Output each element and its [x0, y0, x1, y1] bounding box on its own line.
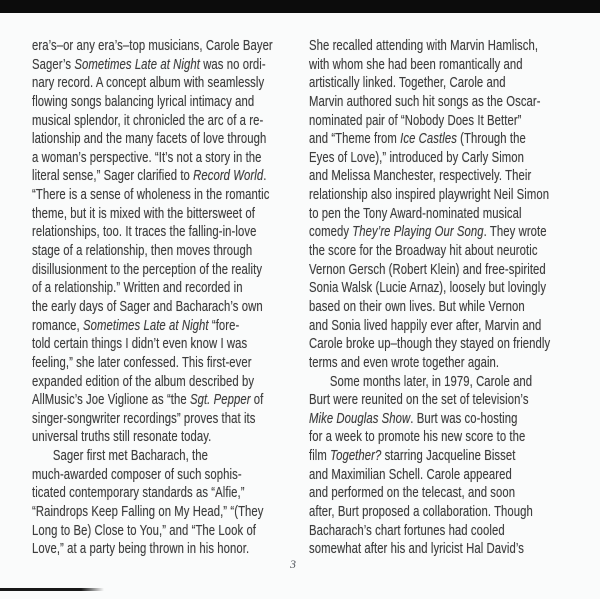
text-line	[309, 223, 579, 242]
text-line	[309, 522, 579, 541]
text-run: “Raindrops Keep Falling on My Head,” “(They	[32, 504, 264, 521]
text-line	[32, 466, 302, 485]
text-line	[32, 354, 302, 373]
text-run: with whom she had been romantically and	[309, 56, 523, 73]
text-line	[32, 223, 302, 242]
text-run: film	[309, 448, 331, 465]
page-number: 3	[290, 557, 296, 571]
text-run: of a relationship.” Written and recorded in	[32, 280, 243, 297]
text-run: musical splendor, it chronicled the arc of a re-	[32, 112, 264, 129]
text-line	[309, 540, 579, 559]
text-line	[32, 242, 302, 261]
italic-text-run: They’re Playing Our Song	[352, 224, 484, 241]
text-run: romance,	[32, 317, 83, 334]
text-line	[309, 56, 579, 75]
text-line	[32, 428, 302, 447]
text-run: Love,” at a party being thrown in his honor.	[32, 541, 250, 558]
text-run: era’s–or any era’s–top musicians, Carole Bayer	[32, 38, 273, 54]
text-column-right	[309, 37, 579, 559]
text-run: lationship and the many facets of love through	[32, 131, 267, 148]
text-line	[32, 484, 302, 503]
text-line	[32, 373, 302, 392]
text-line	[32, 130, 302, 149]
text-run: somewhat after his and lyricist Hal David’s	[309, 541, 524, 558]
text-line	[32, 93, 302, 112]
text-run: starring Jacqueline Bisset	[381, 448, 516, 465]
text-run: theme, but it is mixed with the bittersweet of	[32, 205, 255, 222]
italic-text-run: Sgt. Pepper	[189, 392, 251, 409]
text-line	[32, 167, 302, 186]
text-run: of	[250, 392, 264, 409]
text-run: Sager’s	[32, 56, 75, 73]
text-run: much-awarded composer of such sophis-	[32, 466, 242, 483]
text-run: artistically linked. Together, Carole and	[309, 75, 506, 92]
italic-text-run: Sometimes Late at Night	[82, 317, 209, 334]
text-line	[309, 242, 579, 261]
text-run: Eyes of Love),” introduced by Carly Simon	[309, 149, 525, 166]
text-run: Marvin authored such hit songs as the Oscar-	[309, 93, 541, 110]
text-run: a woman’s perspective. “It’s not a story in the	[32, 149, 262, 166]
text-line	[309, 279, 579, 298]
text-run: .	[263, 168, 267, 185]
text-run: and “Theme from	[309, 131, 401, 148]
text-run: disillusionment to the perception of the reality	[32, 261, 263, 278]
text-run: Sager first met Bacharach, the	[52, 448, 209, 465]
text-line	[32, 56, 302, 75]
text-line	[309, 298, 579, 317]
text-run: nary record. A concept album with seamlessly	[32, 75, 265, 92]
text-line	[32, 540, 302, 559]
text-line	[32, 447, 302, 466]
text-run: . Burt was co-hosting	[410, 410, 518, 427]
page-top-edge-bar	[0, 0, 600, 13]
text-run: and performed on the telecast, and soon	[309, 485, 516, 502]
text-line	[309, 373, 579, 392]
text-line	[32, 149, 302, 168]
text-run: . They wrote	[483, 224, 547, 241]
text-line	[32, 522, 302, 541]
text-run: based on their own lives. But while Vernon	[309, 298, 525, 315]
text-line	[32, 317, 302, 336]
text-line	[309, 447, 579, 466]
text-line	[309, 205, 579, 224]
italic-text-run: Together?	[330, 448, 382, 465]
text-run: terms and even wrote together again.	[309, 354, 500, 371]
text-line	[309, 335, 579, 354]
text-run: AllMusic’s Joe Viglione as “the	[32, 392, 190, 409]
text-line	[32, 186, 302, 205]
text-run: for a week to promote his new score to the	[309, 429, 526, 446]
text-run: and Sonia lived happily ever after, Marvin and	[309, 317, 542, 334]
italic-text-run: Sometimes Late at Night	[74, 56, 200, 73]
text-line	[32, 279, 302, 298]
text-run: Carole broke up–though they stayed on friendly	[309, 336, 551, 353]
italic-text-run: Ice Castles	[400, 131, 457, 148]
text-line	[32, 335, 302, 354]
text-line	[309, 317, 579, 336]
text-run: (Through the	[456, 131, 526, 148]
text-run: She recalled attending with Marvin Hamlisch,	[309, 38, 539, 54]
text-run: Some months later, in 1979, Carole and	[329, 373, 533, 390]
text-line	[32, 503, 302, 522]
text-run: relationships, too. It traces the falling-in-love	[32, 224, 257, 241]
text-line	[32, 261, 302, 280]
text-line	[32, 410, 302, 429]
text-run: flowing songs balancing lyrical intimacy and	[32, 93, 255, 110]
text-run: was no ordi-	[199, 56, 266, 73]
text-line	[309, 93, 579, 112]
text-line	[309, 167, 579, 186]
text-line	[32, 205, 302, 224]
text-line	[309, 149, 579, 168]
text-line	[309, 37, 579, 56]
text-run: and Maximilian Schell. Carole appeared	[309, 466, 512, 483]
page-bottom-left-edge-mark	[0, 588, 104, 591]
text-run: feeling,” she later confessed. This first-ever	[32, 354, 252, 371]
text-line	[309, 466, 579, 485]
text-line	[32, 37, 302, 56]
text-line	[309, 391, 579, 410]
text-line	[309, 410, 579, 429]
text-run: literal sense,” Sager clarified to	[32, 168, 194, 185]
text-line	[309, 74, 579, 93]
text-line	[309, 130, 579, 149]
text-run: stage of a relationship, then moves through	[32, 243, 253, 260]
text-line	[309, 112, 579, 131]
text-run: Bacharach’s chart fortunes had cooled	[309, 522, 505, 539]
text-line	[309, 428, 579, 447]
text-line	[32, 391, 302, 410]
text-run: and Melissa Manchester, respectively. Their	[309, 168, 532, 185]
text-run: told certain things I didn’t even know I was	[32, 336, 248, 353]
text-run: Long to Be) Close to You,” and “The Look of	[32, 522, 257, 539]
text-run: Burt were reunited on the set of television’s	[309, 392, 529, 409]
text-line	[32, 298, 302, 317]
text-run: nominated pair of “Nobody Does It Better”	[309, 112, 522, 129]
text-run: “There is a sense of wholeness in the romantic	[32, 187, 270, 204]
text-run: to pen the Tony Award-nominated musical	[309, 205, 522, 222]
text-run: relationship also inspired playwright Neil Simon	[309, 187, 550, 204]
text-line	[309, 354, 579, 373]
text-run: expanded edition of the album described by	[32, 373, 255, 390]
text-line	[309, 484, 579, 503]
text-line	[32, 74, 302, 93]
text-run: comedy	[309, 224, 353, 241]
text-run: Vernon Gersch (Robert Klein) and free-spirited	[309, 261, 546, 278]
text-run: universal truths still resonate today.	[32, 429, 212, 446]
text-run: ticated contemporary standards as “Alfie,”	[32, 485, 245, 502]
text-line	[309, 503, 579, 522]
text-line	[309, 186, 579, 205]
text-run: singer-songwriter recordings” proves that its	[32, 410, 256, 427]
text-run: the score for the Broadway hit about neurotic	[309, 243, 538, 260]
italic-text-run: Mike Douglas Show	[309, 410, 411, 427]
text-run: “fore-	[208, 317, 240, 334]
italic-text-run: Record World	[193, 168, 264, 185]
text-line	[309, 261, 579, 280]
text-line	[32, 112, 302, 131]
text-column-left	[32, 37, 302, 559]
text-run: Sonia Walsk (Lucie Arnaz), loosely but lovingly	[309, 280, 547, 297]
text-run: the early days of Sager and Bacharach’s own	[32, 298, 263, 315]
text-run: after, Burt proposed a collaboration. Though	[309, 504, 533, 521]
